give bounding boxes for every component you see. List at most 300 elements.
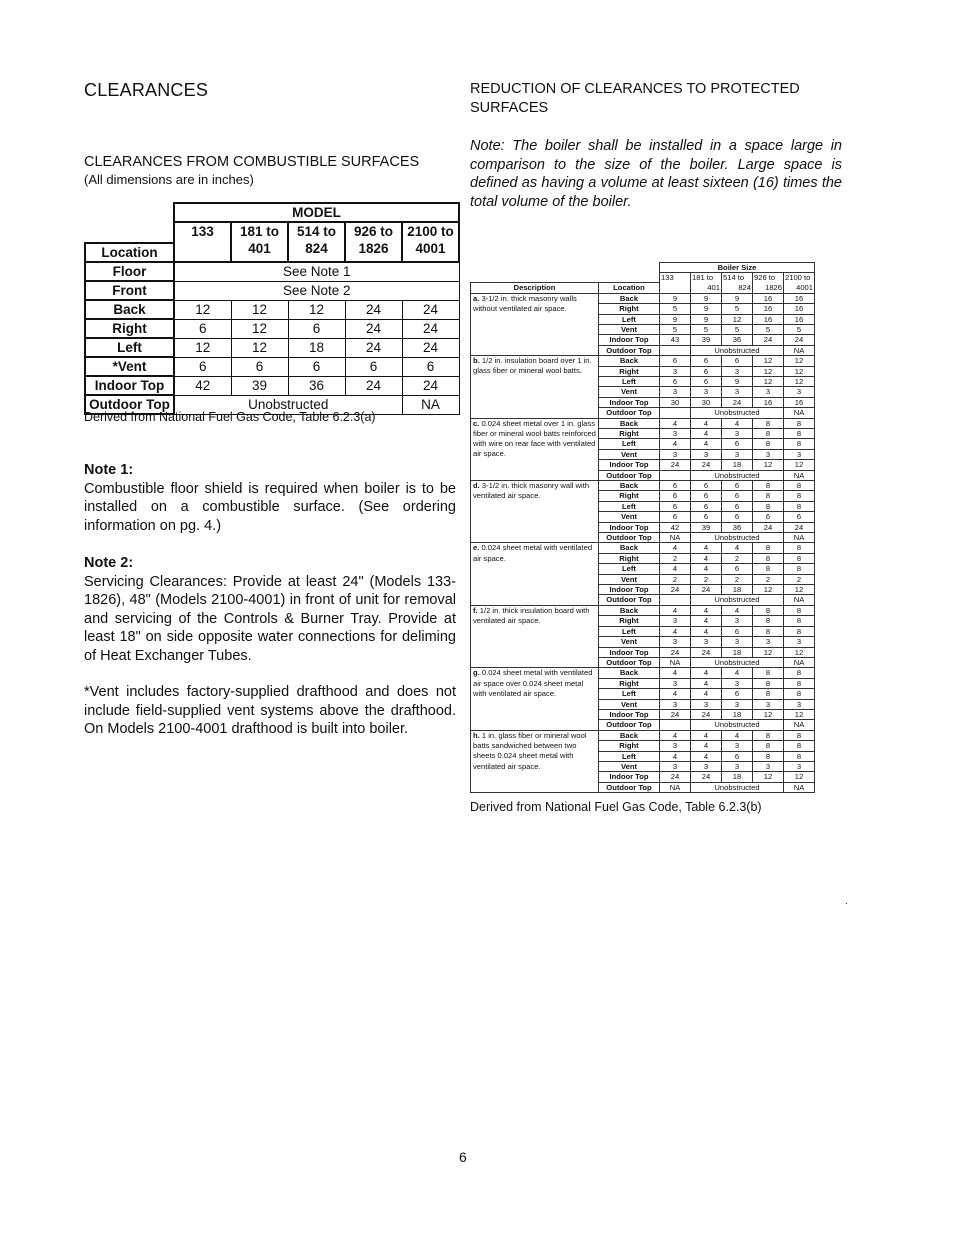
group-row (471, 481, 815, 491)
value-cell: 24 (753, 522, 784, 532)
group-row (471, 668, 815, 678)
size-column-line2: 4001 (796, 282, 813, 292)
value-cell: 12 (784, 585, 815, 595)
value-cell: 3 (753, 699, 784, 709)
group-letter: d. (473, 481, 480, 491)
value-cell: 12 (722, 314, 753, 324)
size-column-header (753, 273, 784, 293)
value-cell: 39 (691, 335, 722, 345)
model-column-line1: 2100 to (407, 224, 454, 239)
value-cell: 3 (722, 741, 753, 751)
value-cell (660, 345, 691, 355)
value-cell: 8 (753, 418, 784, 428)
location-header: Location (599, 283, 660, 293)
value-cell: 4 (660, 564, 691, 574)
value-cell: 24 (660, 709, 691, 719)
location-label: Indoor Top (599, 585, 660, 595)
derived-note-a: Derived from National Fuel Gas Code, Table 6.2.3(a) (84, 410, 376, 424)
value-cell: 3 (722, 699, 753, 709)
group-letter: a. (473, 293, 480, 303)
value-cell: 18 (722, 709, 753, 719)
value-cell: 12 (784, 366, 815, 376)
value-cell: 24 (660, 585, 691, 595)
value-cell: 8 (753, 439, 784, 449)
value-cell: 8 (753, 616, 784, 626)
value-cell: 6 (722, 689, 753, 699)
value-cell: 8 (753, 428, 784, 438)
value-cell: 8 (753, 689, 784, 699)
value-cell: 8 (784, 751, 815, 761)
size-column-line1: 2100 to (785, 273, 811, 283)
value-cell: 16 (753, 314, 784, 324)
value-cell: 8 (784, 481, 815, 491)
value-cell: 8 (784, 730, 815, 740)
value-cell: 24 (402, 338, 459, 357)
group-row (471, 605, 815, 615)
space-note: Note: The boiler shall be installed in a space large in comparison to the size of the boiler. Large space is defined as having a volume at least sixteen (16) times the total volume of the boiler. (470, 138, 842, 210)
value-cell (660, 470, 691, 480)
value-cell: 18 (722, 460, 753, 470)
location-label: Left (599, 439, 660, 449)
value-cell: 6 (288, 319, 345, 338)
value-cell: 39 (691, 522, 722, 532)
value-cell: 12 (784, 709, 815, 719)
value-cell: 3 (722, 616, 753, 626)
value-cell: 2 (722, 553, 753, 563)
value-cell: 2 (753, 574, 784, 584)
value-cell: 4 (691, 418, 722, 428)
row-location: Right (85, 319, 174, 338)
right-column (470, 80, 844, 118)
value-cell: 4 (691, 730, 722, 740)
value-cell: 36 (722, 335, 753, 345)
value-cell: 8 (784, 678, 815, 688)
value-cell: 24 (691, 647, 722, 657)
value-cell: 12 (231, 319, 288, 338)
value-cell: 24 (660, 460, 691, 470)
location-label: Right (599, 366, 660, 376)
value-cell: 24 (345, 338, 402, 357)
unobstructed-cell: Unobstructed (691, 657, 784, 667)
group-description (471, 356, 599, 418)
value-cell: 6 (660, 501, 691, 511)
left-column (84, 80, 456, 187)
model-column-line2: 4001 (415, 241, 446, 256)
group-letter: e. (473, 543, 480, 553)
value-cell: 4 (722, 605, 753, 615)
value-cell: 3 (784, 449, 815, 459)
group-description (471, 730, 599, 792)
value-cell: NA (784, 657, 815, 667)
value-cell: 24 (691, 585, 722, 595)
group-text: 3-1/2 in. thick masonry wall with ventilated air space. (473, 481, 590, 501)
value-cell: 8 (753, 564, 784, 574)
value-cell: 42 (174, 376, 231, 395)
value-cell: 4 (660, 605, 691, 615)
model-column-line2: 1826 (358, 241, 389, 256)
group-text: 0.024 sheet metal over 1 in. glass fiber or mineral wool batts reinforced with wire on rear face with ventilated air space. (473, 418, 596, 459)
clearances-table (84, 202, 460, 415)
location-label: Outdoor Top (599, 720, 660, 730)
value-cell: 8 (753, 730, 784, 740)
group-description (471, 605, 599, 667)
location-label: Outdoor Top (599, 345, 660, 355)
value-cell: 8 (753, 668, 784, 678)
location-label: Left (599, 751, 660, 761)
value-cell: 3 (660, 387, 691, 397)
value-cell: 12 (784, 460, 815, 470)
location-label: Vent (599, 387, 660, 397)
value-cell: 3 (660, 761, 691, 771)
value-cell: 24 (691, 772, 722, 782)
value-cell: 12 (174, 338, 231, 357)
note2-text: Servicing Clearances: Provide at least 24" (Models 133-1826), 48" (Models 2100-4001) in front of unit for removal and servicing of the Controls & Burner Tray. Provide at least 18" on side opposite water connections for deliming of Heat Exchanger Tubes. (84, 573, 456, 664)
value-cell: 4 (660, 418, 691, 428)
reduction-heading: REDUCTION OF CLEARANCES TO PROTECTED SURFACES (470, 81, 800, 116)
size-column-line2: 1826 (765, 282, 782, 292)
size-column-line2: 401 (707, 282, 720, 292)
value-cell: 8 (784, 543, 815, 553)
location-label: Back (599, 543, 660, 553)
value-cell: 2 (660, 574, 691, 584)
model-column-line1: 514 to (296, 224, 337, 239)
value-cell: 8 (753, 741, 784, 751)
value-cell: 8 (753, 553, 784, 563)
size-column-header (660, 273, 691, 293)
page-number: 6 (459, 1149, 467, 1165)
model-column-header (231, 222, 288, 262)
location-label: Outdoor Top (599, 408, 660, 418)
table-row (85, 300, 459, 319)
value-cell: 39 (231, 376, 288, 395)
value-cell: 6 (402, 357, 459, 376)
value-cell: 6 (691, 501, 722, 511)
location-label: Right (599, 304, 660, 314)
value-cell: NA (784, 345, 815, 355)
value-cell: 6 (660, 491, 691, 501)
span-cell: See Note 1 (174, 262, 459, 281)
value-cell: NA (660, 657, 691, 667)
location-label: Left (599, 501, 660, 511)
value-cell: 24 (345, 376, 402, 395)
note2-title: Note 2: (84, 555, 134, 571)
value-cell: 6 (231, 357, 288, 376)
value-cell: 12 (784, 376, 815, 386)
value-cell: 4 (691, 741, 722, 751)
location-label: Right (599, 741, 660, 751)
value-cell: 3 (691, 699, 722, 709)
value-cell: 4 (722, 730, 753, 740)
value-cell: 16 (784, 397, 815, 407)
size-columns-row (471, 273, 815, 283)
value-cell: 30 (691, 397, 722, 407)
value-cell: 12 (753, 460, 784, 470)
group-letter: h. (473, 730, 480, 740)
value-cell: 24 (753, 335, 784, 345)
group-letter: b. (473, 356, 480, 366)
location-label: Indoor Top (599, 460, 660, 470)
location-label: Left (599, 626, 660, 636)
value-cell: 6 (691, 481, 722, 491)
value-cell: 3 (691, 761, 722, 771)
group-text: 3-1/2 in. thick masonry walls without ventilated air space. (473, 293, 577, 313)
value-cell: 4 (722, 543, 753, 553)
value-cell: 3 (660, 678, 691, 688)
combustible-subtitle: CLEARANCES FROM COMBUSTIBLE SURFACES (84, 154, 420, 170)
value-cell: 16 (753, 397, 784, 407)
location-label: Outdoor Top (599, 470, 660, 480)
value-cell: 12 (753, 772, 784, 782)
vent-note: *Vent includes factory-supplied drafthood and does not include field-supplied vent systems above the drafthood. On Models 2100-4001 drafthood is built into boiler. (84, 684, 456, 737)
value-cell: 12 (288, 300, 345, 319)
value-cell: 24 (402, 376, 459, 395)
group-text: 1/2 in. thick insulation board with ventilated air space. (473, 605, 590, 626)
model-column-line1: 181 to (239, 224, 280, 239)
value-cell: 5 (660, 324, 691, 334)
value-cell: 3 (753, 449, 784, 459)
value-cell: 8 (753, 501, 784, 511)
value-cell: 4 (660, 626, 691, 636)
value-cell: 42 (660, 522, 691, 532)
value-cell: 3 (660, 637, 691, 647)
location-label: Left (599, 689, 660, 699)
value-cell: 3 (660, 741, 691, 751)
span-cell: Unobstructed (174, 395, 402, 414)
value-cell: 12 (784, 772, 815, 782)
dimensions-note: (All dimensions are in inches) (84, 172, 254, 187)
unobstructed-cell: Unobstructed (691, 533, 784, 543)
location-label: Outdoor Top (599, 782, 660, 792)
value-cell: 18 (722, 647, 753, 657)
group-letter: g. (473, 668, 480, 678)
size-column-line1: 926 to (754, 273, 776, 283)
unobstructed-cell: Unobstructed (691, 345, 784, 355)
group-row (471, 418, 815, 428)
location-label: Indoor Top (599, 522, 660, 532)
group-letter: f. (473, 605, 478, 615)
location-label: Right (599, 616, 660, 626)
value-cell: 36 (288, 376, 345, 395)
model-column-line1: 133 (191, 224, 214, 239)
value-cell: 9 (660, 314, 691, 324)
note1-text: Combustible floor shield is required when boiler is to be installed on a combustible surface. (See ordering information on pg. 4.) (84, 480, 456, 534)
value-cell: 9 (691, 304, 722, 314)
location-label: Vent (599, 449, 660, 459)
model-column-line2: 824 (305, 241, 328, 256)
value-cell: 6 (722, 626, 753, 636)
row-location: Back (85, 300, 174, 319)
size-column-line1: 133 (661, 273, 674, 283)
row-location: Left (85, 338, 174, 357)
value-cell: NA (402, 395, 459, 414)
value-cell: 4 (691, 616, 722, 626)
model-column-line2: 401 (248, 241, 271, 256)
value-cell: 6 (660, 376, 691, 386)
value-cell: 4 (691, 626, 722, 636)
value-cell: 3 (784, 387, 815, 397)
value-cell: 3 (722, 678, 753, 688)
value-cell: 4 (691, 564, 722, 574)
group-row (471, 293, 815, 303)
value-cell: 6 (722, 512, 753, 522)
value-cell: 6 (784, 512, 815, 522)
location-label: Right (599, 678, 660, 688)
value-cell (660, 720, 691, 730)
page-title: CLEARANCES (84, 80, 209, 100)
value-cell: 3 (722, 761, 753, 771)
group-row (471, 356, 815, 366)
value-cell: 9 (722, 293, 753, 303)
value-cell: 8 (784, 626, 815, 636)
value-cell: 5 (722, 324, 753, 334)
value-cell: 16 (753, 293, 784, 303)
value-cell: 8 (784, 668, 815, 678)
value-cell: 12 (174, 300, 231, 319)
value-cell: 8 (753, 678, 784, 688)
value-cell: 4 (691, 668, 722, 678)
blank-cell (471, 273, 660, 283)
location-label: Left (599, 314, 660, 324)
location-label: Right (599, 553, 660, 563)
value-cell: 18 (722, 585, 753, 595)
value-cell: 3 (691, 449, 722, 459)
table-row (85, 376, 459, 395)
value-cell: 3 (722, 366, 753, 376)
group-description (471, 293, 599, 355)
value-cell: 4 (660, 751, 691, 761)
value-cell: 36 (722, 522, 753, 532)
table-row (85, 262, 459, 281)
location-label: Indoor Top (599, 647, 660, 657)
value-cell: 8 (784, 428, 815, 438)
value-cell: 8 (753, 543, 784, 553)
value-cell: 8 (753, 626, 784, 636)
location-label: Back (599, 293, 660, 303)
value-cell: 16 (784, 293, 815, 303)
size-column-line1: 181 to (692, 273, 714, 283)
stray-mark: . (845, 896, 848, 907)
location-label: Back (599, 605, 660, 615)
value-cell: 16 (784, 304, 815, 314)
value-cell: 4 (691, 553, 722, 563)
value-cell: 16 (784, 314, 815, 324)
value-cell: 3 (753, 387, 784, 397)
value-cell: 4 (691, 428, 722, 438)
table-row (85, 338, 459, 357)
row-location: *Vent (85, 357, 174, 376)
value-cell: 24 (691, 709, 722, 719)
value-cell: NA (660, 533, 691, 543)
reduction-table (470, 262, 815, 793)
value-cell: 6 (691, 356, 722, 366)
value-cell: 6 (722, 564, 753, 574)
value-cell: 4 (660, 689, 691, 699)
value-cell: 2 (660, 553, 691, 563)
value-cell: 24 (402, 319, 459, 338)
value-cell: 3 (722, 428, 753, 438)
location-label: Left (599, 376, 660, 386)
blank-cell (471, 263, 660, 273)
location-label: Back (599, 356, 660, 366)
value-cell: 4 (691, 751, 722, 761)
group-row (471, 543, 815, 553)
value-cell: 8 (784, 553, 815, 563)
value-cell: 8 (784, 616, 815, 626)
value-cell: 4 (691, 543, 722, 553)
location-label: Outdoor Top (599, 595, 660, 605)
value-cell: 3 (722, 637, 753, 647)
value-cell: 4 (660, 543, 691, 553)
value-cell: NA (784, 533, 815, 543)
value-cell: 8 (753, 491, 784, 501)
unobstructed-cell: Unobstructed (691, 470, 784, 480)
value-cell: 12 (753, 709, 784, 719)
value-cell: 4 (722, 668, 753, 678)
location-label: Back (599, 668, 660, 678)
value-cell: 6 (691, 366, 722, 376)
value-cell: 5 (691, 324, 722, 334)
model-column-header (402, 222, 459, 262)
value-cell: 5 (753, 324, 784, 334)
group-text: 0.024 sheet metal with ventilated air space. (473, 543, 593, 563)
location-header: Location (85, 243, 174, 262)
value-cell: 8 (784, 439, 815, 449)
location-label: Vent (599, 574, 660, 584)
value-cell: 12 (753, 356, 784, 366)
location-label: Indoor Top (599, 335, 660, 345)
size-column-header (691, 273, 722, 293)
value-cell: 9 (691, 314, 722, 324)
value-cell: 8 (753, 751, 784, 761)
model-column-header (174, 222, 231, 262)
value-cell: 2 (784, 574, 815, 584)
model-column-line1: 926 to (353, 224, 394, 239)
size-column-header (784, 273, 815, 293)
group-text: 0.024 sheet metal with ventilated air space over 0.024 sheet metal with ventilated air space. (473, 668, 593, 698)
location-label: Vent (599, 637, 660, 647)
value-cell: 3 (784, 699, 815, 709)
value-cell: 3 (660, 449, 691, 459)
unobstructed-cell: Unobstructed (691, 595, 784, 605)
value-cell: 3 (660, 616, 691, 626)
group-text: 1 in. glass fiber or mineral wool batts sandwiched between two sheets 0.024 sheet metal with ventilated air space. (473, 730, 587, 771)
value-cell: 24 (660, 647, 691, 657)
value-cell: 12 (753, 585, 784, 595)
value-cell: 6 (174, 357, 231, 376)
value-cell (660, 408, 691, 418)
value-cell: 5 (722, 304, 753, 314)
group-description (471, 481, 599, 543)
location-label: Outdoor Top (599, 533, 660, 543)
value-cell: 16 (753, 304, 784, 314)
value-cell: 6 (691, 376, 722, 386)
value-cell: 3 (753, 637, 784, 647)
row-location: Front (85, 281, 174, 300)
value-cell: 6 (345, 357, 402, 376)
value-cell: 18 (288, 338, 345, 357)
location-label: Vent (599, 761, 660, 771)
value-cell: 6 (691, 512, 722, 522)
model-columns-row (85, 222, 459, 243)
group-description (471, 668, 599, 730)
model-header: MODEL (174, 203, 459, 222)
table-row (85, 319, 459, 338)
model-column-header (288, 222, 345, 262)
location-label: Back (599, 481, 660, 491)
location-label: Back (599, 730, 660, 740)
value-cell: 24 (402, 300, 459, 319)
unobstructed-cell: Unobstructed (691, 408, 784, 418)
